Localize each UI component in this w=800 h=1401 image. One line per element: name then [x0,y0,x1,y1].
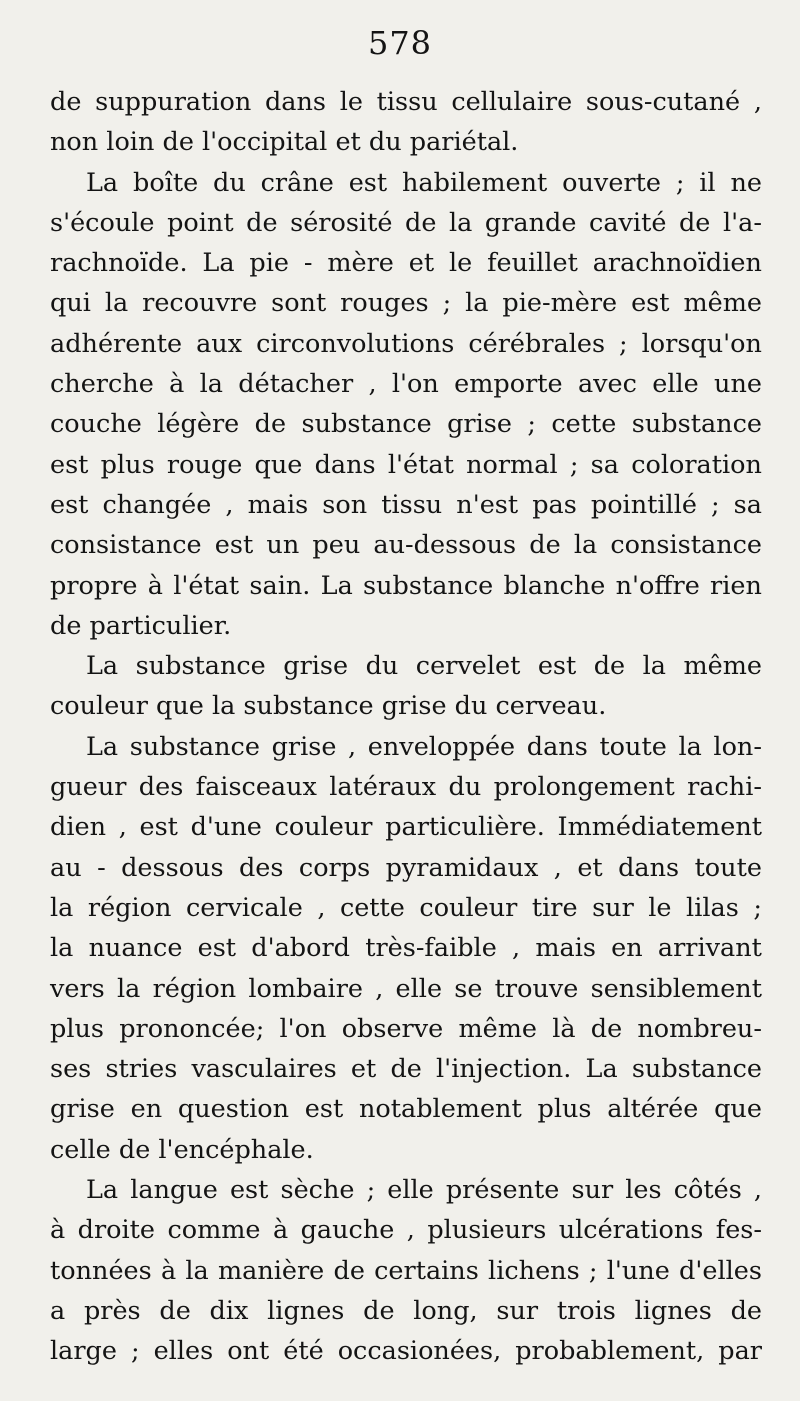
text-line: vers la région lombaire , elle se trouve sensiblement [50,973,762,1004]
text-line: consistance est un peu au-dessous de la consistance [50,530,762,561]
text-line: la région cervicale , cette couleur tire sur le lilas ; [50,892,762,923]
text-line: La boîte du crâne est habilement ouverte ; il ne [86,167,762,198]
text-line: adhérente aux circonvolutions cérébrales ; lorsqu'on [50,328,762,359]
text-line: à droite comme à gauche , plusieurs ulcérations fes- [50,1215,762,1246]
text-line: est plus rouge que dans l'état normal ; sa coloration [50,449,762,480]
text-line: de particulier. [50,610,232,641]
text-line: de suppuration dans le tissu cellulaire sous-cutané , [50,87,762,117]
text-line: s'écoule point de sérosité de la grande cavité de l'a- [50,207,762,238]
text-line: La langue est sèche ; elle présente sur les côtés , [86,1175,762,1206]
text-line: La substance grise , enveloppée dans toute la lon- [86,731,762,762]
text-line: non loin de l'occipital et du pariétal. [50,127,519,158]
text-line: au - dessous des corps pyramidaux , et dans toute [50,852,762,883]
text-line: tonnées à la manière de certains lichens ; l'une d'elles [50,1255,762,1286]
body-text [50,82,762,1372]
text-line: propre à l'état sain. La substance blanche n'offre rien [50,570,762,601]
text-line: la nuance est d'abord très-faible , mais en arrivant [50,933,762,964]
text-line: celle de l'encéphale. [50,1134,314,1165]
text-line: ses stries vasculaires et de l'injection. La substance [50,1054,762,1085]
text-line: couleur que la substance grise du cerveau. [50,691,607,722]
text-line: a près de dix lignes de long, sur trois lignes de [50,1295,762,1326]
text-line: dien , est d'une couleur particulière. Immédiatement [50,812,762,843]
text-line: qui la recouvre sont rouges ; la pie-mère est même [50,288,762,319]
text-line: grise en question est notablement plus altérée que [50,1094,762,1125]
text-line: La substance grise du cervelet est de la même [86,651,762,682]
page-number: 578 [367,24,433,62]
text-line: rachnoïde. La pie - mère et le feuillet arachnoïdien [50,248,762,279]
text-line: cherche à la détacher , l'on emporte avec elle une [50,369,762,400]
text-line: couche légère de substance grise ; cette substance [50,409,762,440]
text-line: large ; elles ont été occasionées, probablement, par [50,1336,762,1367]
text-line: est changée , mais son tissu n'est pas pointillé ; sa [50,489,762,520]
text-line: gueur des faisceaux latéraux du prolongement rachi- [50,772,762,803]
text-line: plus prononcée; l'on observe même là de nombreu- [50,1013,762,1044]
